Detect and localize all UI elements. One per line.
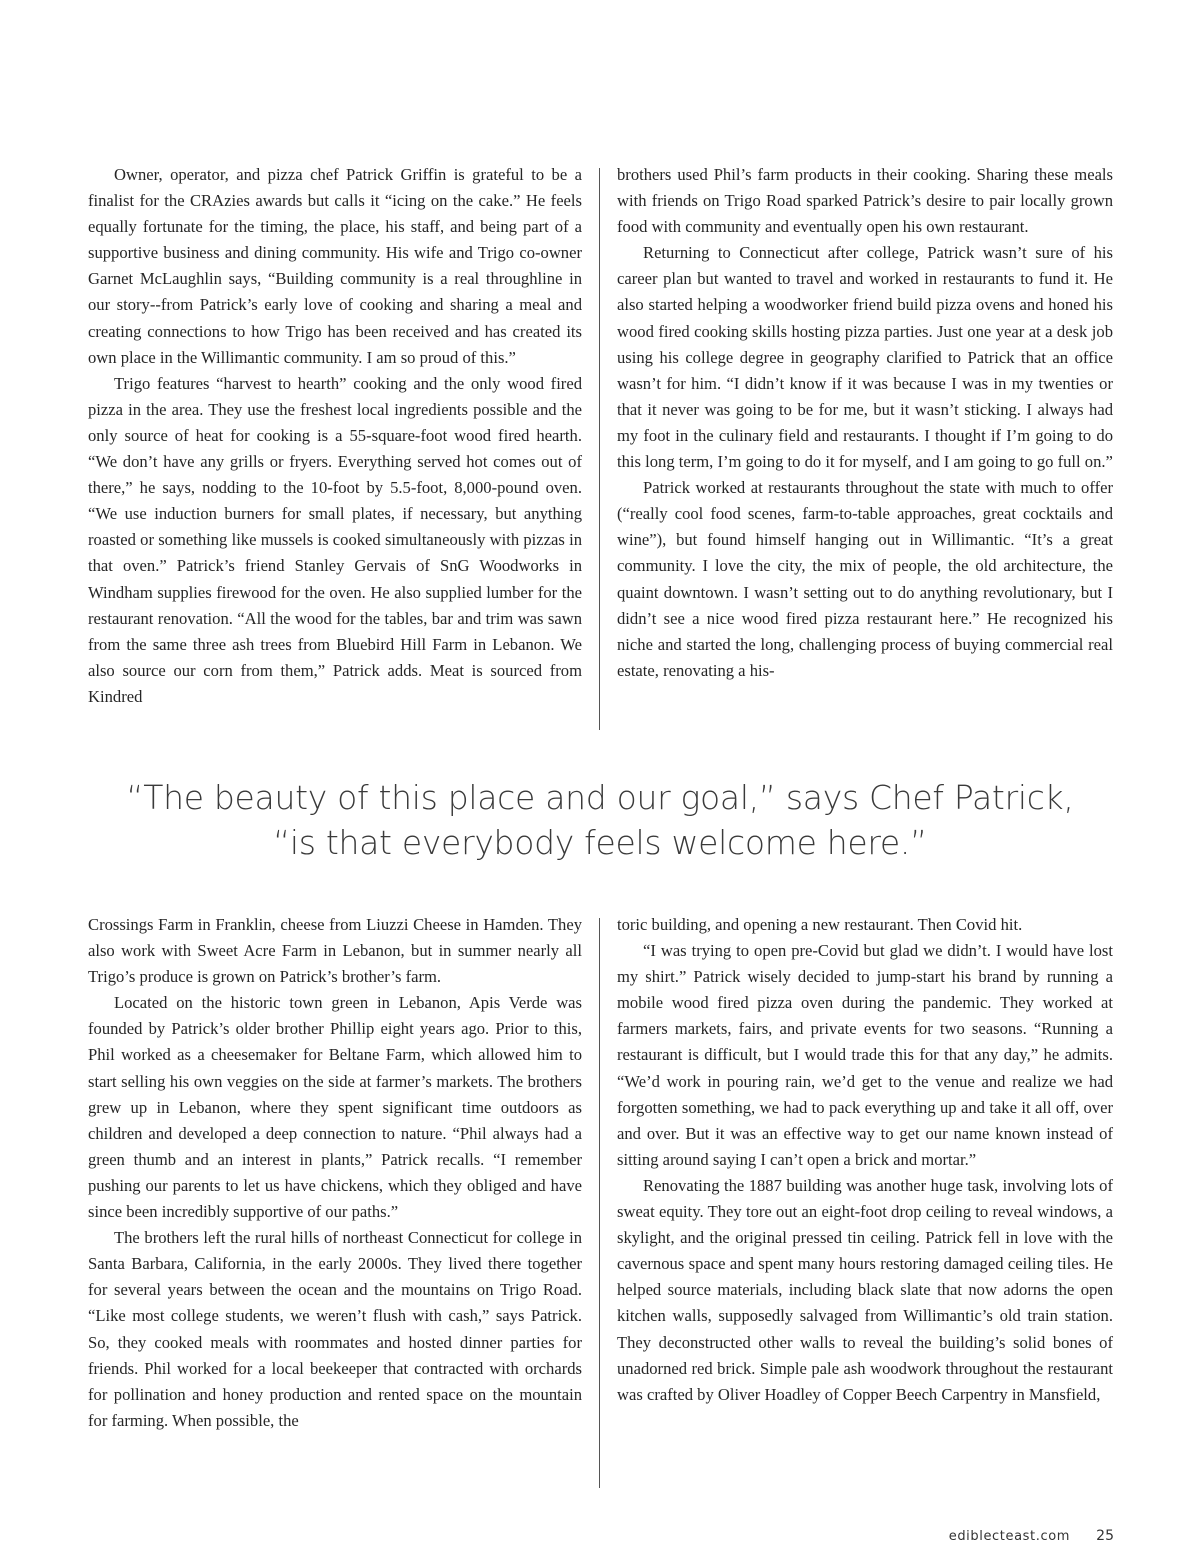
paragraph: “I was trying to open pre-Covid but glad we didn’t. I would have lost my shirt.” Patrick wisely decided to jump-start his brand by running a mobile wood fired pizza oven during the pandemic. They worked at farmers markets, fairs, and private events for two seasons. “Running a restaurant is difficult, but I would trade this for that any day,” he admits. “We’d work in pouring rain, we’d get to the venue and realize we had forgotten something, we had to pack everything up and take it all off, over and over. But it was an effective way to get our name known instead of sitting around saying I can’t open a brick and mortar.” <box>617 941 1113 1169</box>
column-divider <box>599 918 600 1488</box>
footer-site: ediblecteast.com <box>948 1529 1071 1544</box>
paragraph: The brothers left the rural hills of northeast Connecticut for college in Santa Barbara, California, in the early 2000s. They lived there together for several years between the ocean and the mountains on Trigo Road. “Like most college students, we weren’t flush with cash,” says Patrick. So, they cooked meals with roommates and hosted dinner parties for friends. Phil worked for a local beekeeper that contracted with orchards for pollination and honey production and rented space on the mountain for farming. When possible, the <box>88 1228 582 1430</box>
column-bottom-right <box>617 912 1113 1408</box>
column-top-left <box>88 162 582 710</box>
paragraph: Located on the historic town green in Lebanon, Apis Verde was founded by Patrick’s older brother Phillip eight years ago. Prior to this, Phil worked as a cheesemaker for Beltane Farm, which allowed him to start selling his own veggies on the side at farmer’s markets. The brothers grew up in Lebanon, where they spent significant time outdoors as children and developed a deep connection to nature. “Phil always had a green thumb and an interest in plants,” Patrick recalls. “I remember pushing our parents to let us have chickens, which they obliged and have since been incredibly supportive of our paths.” <box>88 993 582 1222</box>
paragraph: brothers used Phil’s farm products in their cooking. Sharing these meals with friends on Trigo Road sparked Patrick’s desire to pair locally grown food with community and eventually open his own restaurant. <box>617 165 1113 237</box>
page-number: 25 <box>1096 1528 1114 1544</box>
paragraph: toric building, and opening a new restaurant. Then Covid hit. <box>617 915 1023 934</box>
pull-quote <box>100 775 1100 865</box>
column-bottom-left <box>88 912 582 1434</box>
paragraph: Renovating the 1887 building was another huge task, involving lots of sweat equity. They tore out an eight-foot drop ceiling to reveal windows, a skylight, and the original pressed tin ceiling. Patrick fell in love with the cavernous space and spent many hours restoring damaged ceiling tiles. He helped source materials, including black slate that now adorns the open kitchen walls, supposedly salvaged from Willimantic’s old train station. They deconstructed other walls to reveal the building’s solid bones of unadorned red brick. Simple pale ash woodwork throughout the restaurant was crafted by Oliver Hoadley of Copper Beech Carpentry in Mansfield, <box>617 1175 1113 1404</box>
paragraph: Returning to Connecticut after college, Patrick wasn’t sure of his career plan but wanted to travel and worked in restaurants to fund it. He also started helping a woodworker friend build pizza ovens and honed his wood fired cooking skills hosting pizza parties. Just one year at a desk job using his college degree in geography clarified to Patrick that an office wasn’t for him. “I didn’t know if it was because I was in my twenties or that it never was going to be for me, but it wasn’t sticking. I always had my foot in the culinary field and restaurants. I thought if I’m going to do this long term, I’m going to do it for myself, and I am going to go full on.” <box>617 243 1113 472</box>
page-footer <box>949 1528 1114 1544</box>
pull-quote-line: “is that everybody feels welcome here.” <box>273 823 927 862</box>
paragraph: Trigo features “harvest to hearth” cooking and the only wood fired pizza in the area. They use the freshest local ingredients possible and the only source of heat for cooking is a 55-square-foot wood fired hearth. “We don’t have any grills or fryers. Everything served hot comes out of there,” he says, nodding to the 10-foot by 5.5-foot, 8,000-pound oven. “We use induction burners for small plates, if necessary, but anything roasted or something like mussels is cooked simultaneously with pizzas in that oven.” Patrick’s friend Stanley Gervais of SnG Woodworks in Windham supplies firewood for the oven. He also supplied lumber for the restaurant renovation. “All the wood for the tables, bar and trim was sawn from the same three ash trees from Bluebird Hill Farm in Lebanon. We also source our corn from them,” Patrick adds. Meat is sourced from Kindred <box>88 373 582 706</box>
paragraph: Owner, operator, and pizza chef Patrick Griffin is grateful to be a finalist for the CRAzies awards but calls it “icing on the cake.” He feels equally fortunate for the timing, the place, his staff, and being part of a supportive business and dining community. His wife and Trigo co-owner Garnet McLaughlin says, “Building community is a real throughline in our story--from Patrick’s early love of cooking and sharing a meal and creating connections to how Trigo has been received and has created its own place in the Willimantic community. I am so proud of this.” <box>88 165 582 367</box>
pull-quote-line: “The beauty of this place and our goal,” says Chef Patrick, <box>126 778 1074 817</box>
column-divider <box>599 168 600 730</box>
paragraph: Crossings Farm in Franklin, cheese from Liuzzi Cheese in Hamden. They also work with Sweet Acre Farm in Lebanon, but in summer nearly all Trigo’s produce is grown on Patrick’s brother’s farm. <box>88 915 582 987</box>
paragraph: Patrick worked at restaurants throughout the state with much to offer (“really cool food scenes, farm-to-table approaches, great cocktails and wine”), but found himself hanging out in Willimantic. “It’s a great community. I love the city, the mix of people, the old architecture, the quaint downtown. I wasn’t setting out to do anything revolutionary, but I didn’t see a nice wood fired pizza restaurant here.” He recognized his niche and started the long, challenging process of buying commercial real estate, renovating a his- <box>617 478 1113 680</box>
column-top-right <box>617 162 1113 684</box>
